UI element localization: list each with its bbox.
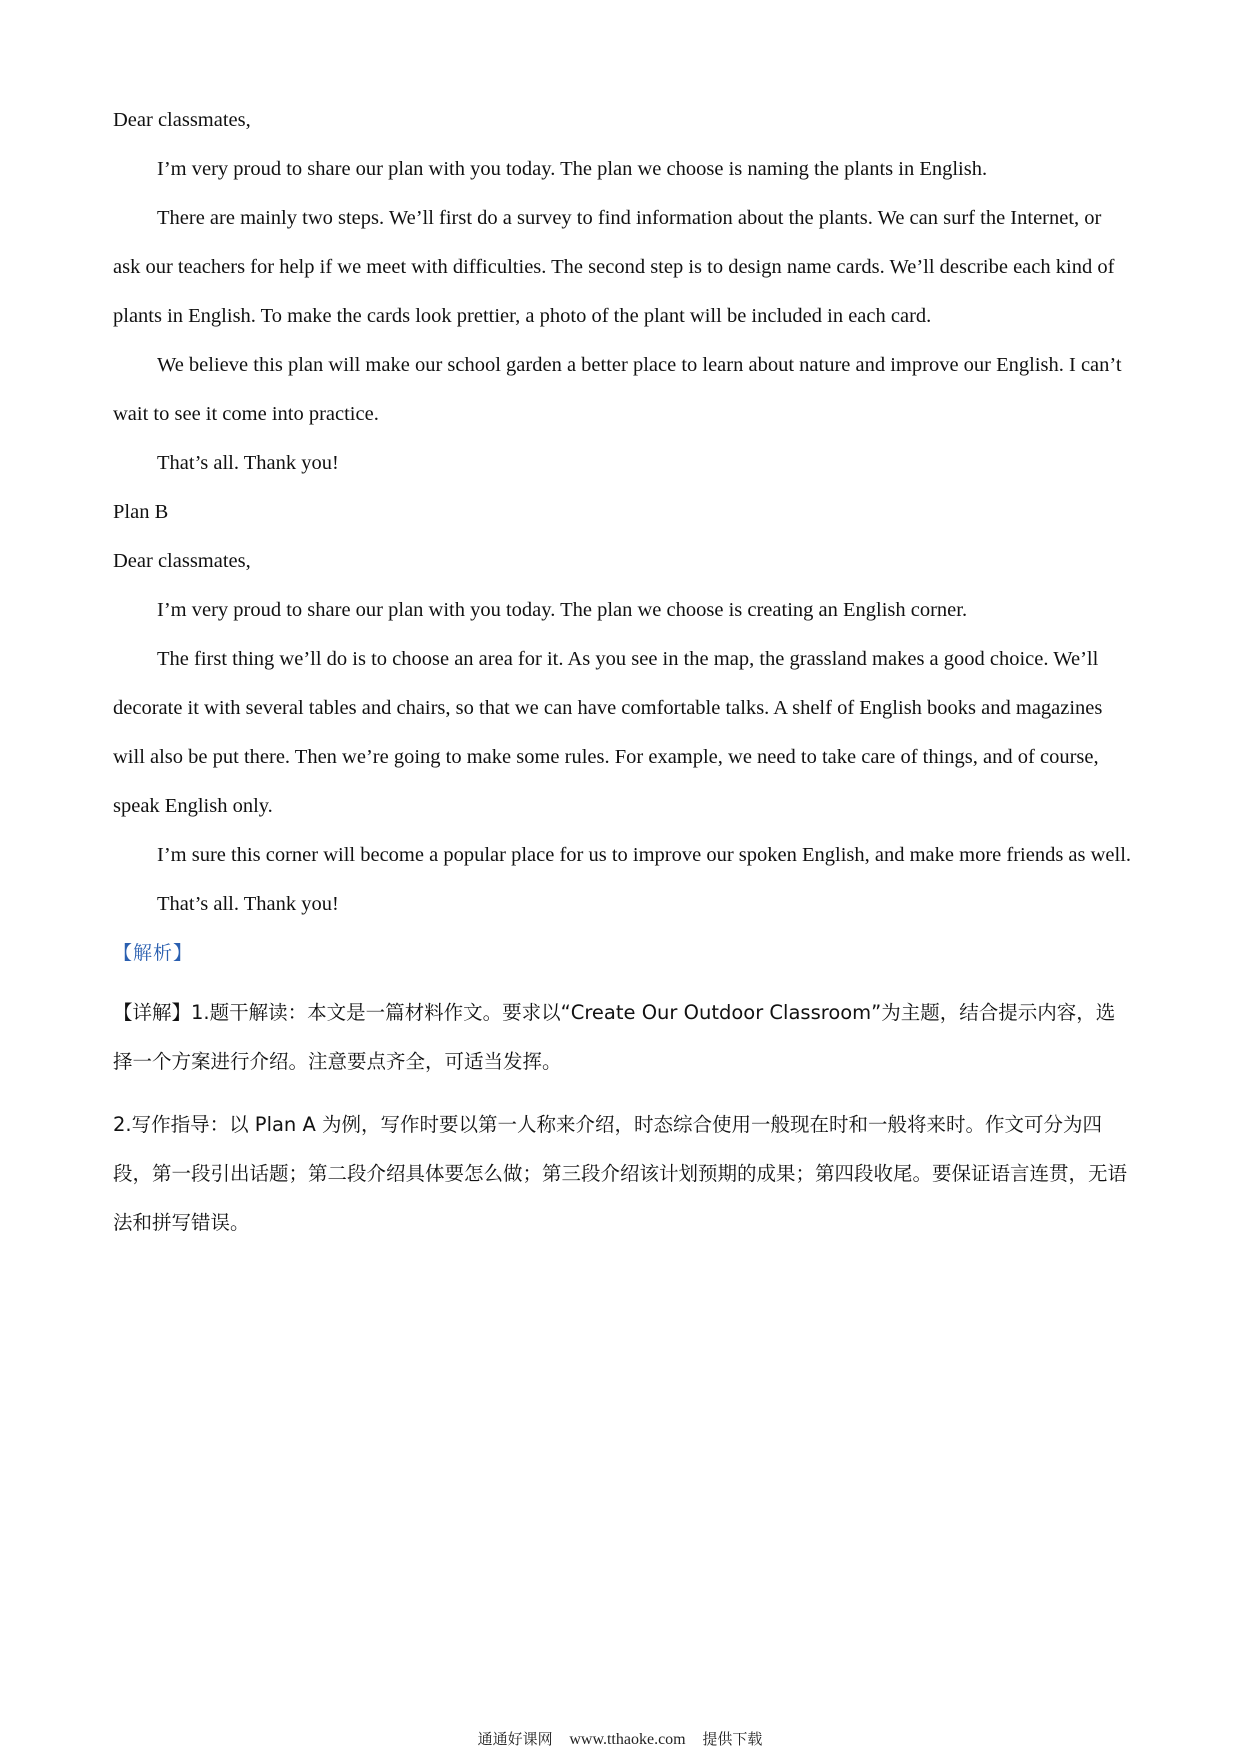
footer-note: 提供下载 — [702, 1730, 763, 1748]
plan-a-paragraph-1: I’m very proud to share our plan with you today. The plan we choose is naming the plants in English. — [157, 158, 988, 180]
document-body — [113, 96, 1133, 1247]
plan-a-paragraph-3: We believe this plan will make our school garden a better place to learn about nature and improve our English. I can’t wait to see it come into practice. — [113, 354, 1122, 425]
plan-b-paragraph-3: I’m sure this corner will become a popular place for us to improve our spoken English, and make more friends as well. — [157, 844, 1132, 866]
analysis-detail-1: 【详解】1.题干解读：本文是一篇材料作文。要求以“Create Our Outdoor Classroom”为主题，结合提示内容，选择一个方案进行介绍。注意要点齐全，可适当发挥。 — [113, 1001, 1116, 1073]
analysis-label: 【解析】 — [113, 942, 194, 964]
plan-a-greeting: Dear classmates, — [113, 109, 251, 131]
plan-b-heading: Plan B — [113, 501, 169, 523]
plan-a-paragraph-2: There are mainly two steps. We’ll first do a survey to find information about the plants. We can surf the Internet, or ask our teachers for help if we meet with difficulties. The second step is to design name cards. We’ll describe each kind of plants in English. To make the cards look prettier, a photo of the plant will be included in each card. — [113, 207, 1115, 327]
plan-a-closing: That’s all. Thank you! — [157, 452, 339, 474]
plan-b-greeting: Dear classmates, — [113, 550, 251, 572]
footer-url[interactable]: www.tthaoke.com — [569, 1731, 686, 1748]
page-footer — [0, 1728, 1240, 1749]
plan-b-paragraph-1: I’m very proud to share our plan with you today. The plan we choose is creating an English corner. — [157, 599, 968, 621]
footer-site-name: 通通好课网 — [477, 1730, 553, 1748]
plan-b-paragraph-2: The first thing we’ll do is to choose an area for it. As you see in the map, the grassland makes a good choice. We’ll decorate it with several tables and chairs, so that we can have comfortable talks. A shelf of English books and magazines will also be put there. Then we’re going to make some rules. For example, we need to take care of things, and of course, speak English only. — [113, 648, 1103, 817]
analysis-detail-2: 2.写作指导：以 Plan A 为例，写作时要以第一人称来介绍，时态综合使用一般现在时和一般将来时。作文可分为四段，第一段引出话题；第二段介绍具体要怎么做；第三段介绍该计划预期的成果；第四段收尾。要保证语言连贯，无语法和拼写错误。 — [113, 1113, 1128, 1234]
plan-b-closing: That’s all. Thank you! — [157, 893, 339, 915]
